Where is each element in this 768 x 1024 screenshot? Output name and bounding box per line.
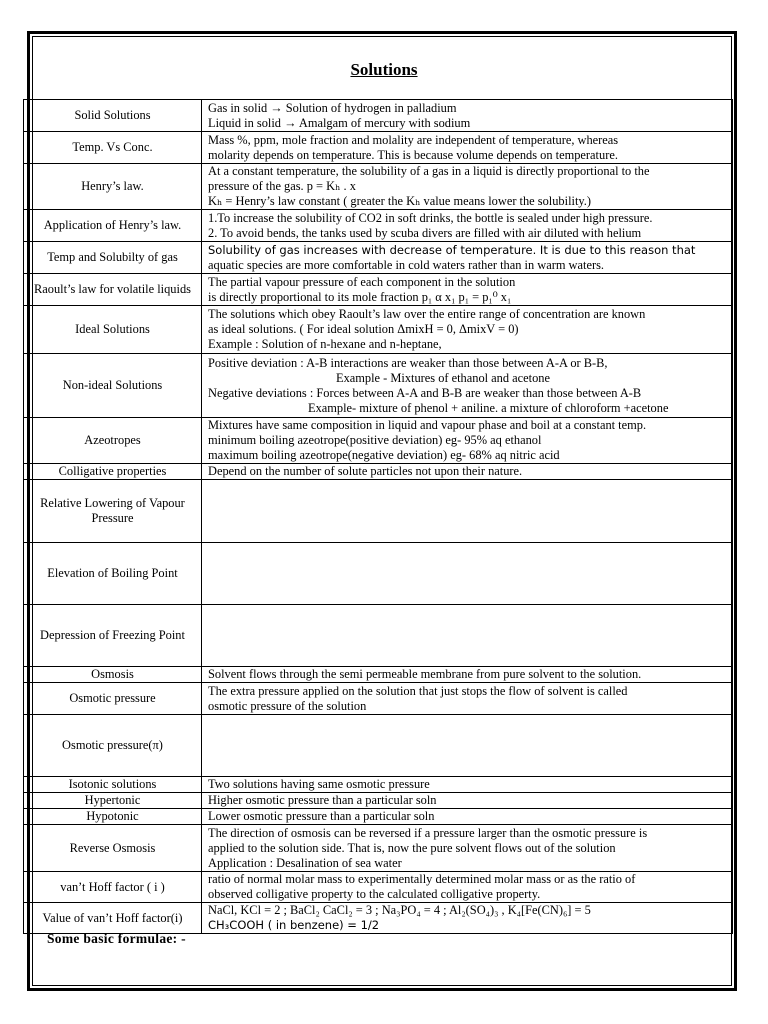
description-line: Two solutions having same osmotic pressure	[208, 777, 430, 791]
table-row	[24, 715, 733, 777]
row-label: van’t Hoff factor ( i )	[24, 872, 202, 903]
description-line: is directly proportional to its mole fraction p₁ α x₁ p₁ = p₁⁰ x₁	[208, 289, 512, 304]
row-description	[202, 354, 733, 418]
row-description	[202, 100, 733, 132]
row-description	[202, 777, 733, 793]
table-row	[24, 480, 733, 543]
row-label: Non-ideal Solutions	[24, 354, 202, 418]
description-line: Example - Mixtures of ethanol and acetone	[336, 370, 551, 385]
row-label: Raoult’s law for volatile liquids	[24, 274, 202, 306]
description-line: Solubility of gas increases with decrease of temperature. It is due to this reason that	[208, 242, 696, 257]
table-row	[24, 354, 733, 418]
row-label: Hypotonic	[24, 809, 202, 825]
row-description	[202, 306, 733, 354]
row-label: Temp. Vs Conc.	[24, 132, 202, 164]
description-line: 1.To increase the solubility of CO2 in soft drinks, the bottle is sealed under high pressure.	[208, 210, 653, 225]
table-row	[24, 777, 733, 793]
description-line: Example : Solution of n-hexane and n-heptane,	[208, 337, 442, 351]
row-description	[202, 667, 733, 683]
row-label: Value of van’t Hoff factor(i)	[24, 903, 202, 934]
row-label: Depression of Freezing Point	[24, 605, 202, 667]
row-label: Elevation of Boiling Point	[24, 543, 202, 605]
description-line: The extra pressure applied on the solution that just stops the flow of solvent is called	[208, 683, 628, 698]
description-line: Gas in solid → Solution of hydrogen in palladium	[208, 100, 457, 115]
row-label: Osmotic pressure(π)	[24, 715, 202, 777]
row-description	[202, 132, 733, 164]
row-description	[202, 274, 733, 306]
description-line: Application : Desalination of sea water	[208, 855, 402, 870]
row-label: Isotonic solutions	[24, 777, 202, 793]
row-description	[202, 242, 733, 274]
description-line: Positive deviation : A-B interactions are weaker than those between A-A or B-B,	[208, 355, 608, 370]
row-description	[202, 825, 733, 872]
description-line: Example- mixture of phenol + aniline. a mixture of chloroform +acetone	[308, 400, 669, 415]
table-row	[24, 872, 733, 903]
table-row	[24, 809, 733, 825]
row-label: Hypertonic	[24, 793, 202, 809]
table-row	[24, 543, 733, 605]
row-description	[202, 809, 733, 825]
description-line: At a constant temperature, the solubility of a gas in a liquid is directly proportional to the	[208, 164, 650, 178]
table-row	[24, 418, 733, 464]
description-line: CH₃COOH ( in benzene) = 1/2	[208, 918, 380, 932]
table-row	[24, 210, 733, 242]
row-label: Henry’s law.	[24, 164, 202, 210]
table-row	[24, 464, 733, 480]
row-description	[202, 872, 733, 903]
description-line: Kₕ = Henry’s law constant ( greater the Kₕ value means lower the solubility.)	[208, 194, 592, 208]
description-line: Lower osmotic pressure than a particular soln	[208, 809, 435, 823]
row-description	[202, 543, 733, 605]
description-line: Solvent flows through the semi permeable membrane from pure solvent to the solution.	[208, 667, 642, 681]
description-line: Mixtures have same composition in liquid and vapour phase and boil at a constant temp.	[208, 418, 647, 432]
description-line: Mass %, ppm, mole fraction and molality are independent of temperature, whereas	[208, 132, 619, 147]
table-row	[24, 683, 733, 715]
row-label: Osmosis	[24, 667, 202, 683]
table-row	[24, 667, 733, 683]
description-line: The direction of osmosis can be reversed if a pressure larger than the osmotic pressure is	[208, 825, 648, 840]
description-line: aquatic species are more comfortable in cold waters rather than in warm waters.	[208, 257, 604, 272]
description-line: applied to the solution side. That is, now the pure solvent flows out of the solution	[208, 840, 616, 855]
description-line: Liquid in solid → Amalgam of mercury with sodium	[208, 115, 471, 130]
row-label: Solid Solutions	[24, 100, 202, 132]
row-description	[202, 683, 733, 715]
row-label: Osmotic pressure	[24, 683, 202, 715]
row-description	[202, 464, 733, 480]
description-line: The partial vapour pressure of each component in the solution	[208, 274, 516, 289]
row-description	[202, 793, 733, 809]
row-label: Application of Henry’s law.	[24, 210, 202, 242]
description-line: osmotic pressure of the solution	[208, 698, 367, 713]
description-line: minimum boiling azeotrope(positive deviation) eg- 95% aq ethanol	[208, 433, 542, 447]
row-description	[202, 210, 733, 242]
description-line: observed colligative property to the calculated colligative property.	[208, 887, 541, 901]
table-row	[24, 132, 733, 164]
table-row	[24, 242, 733, 274]
description-line: as ideal solutions. ( For ideal solution ΔmixH = 0, ΔmixV = 0)	[208, 322, 519, 336]
row-description	[202, 605, 733, 667]
row-description	[202, 715, 733, 777]
row-label: Azeotropes	[24, 418, 202, 464]
row-label: Temp and Solubilty of gas	[24, 242, 202, 274]
table-row	[24, 164, 733, 210]
row-description	[202, 903, 733, 934]
description-line: maximum boiling azeotrope(negative deviation) eg- 68% aq nitric acid	[208, 448, 560, 462]
table-row	[24, 100, 733, 132]
summary-table	[23, 99, 733, 934]
row-description	[202, 480, 733, 543]
section-heading-formulae: Some basic formulae: -	[47, 931, 186, 946]
description-line: Depend on the number of solute particles not upon their nature.	[208, 464, 523, 478]
description-line: The solutions which obey Raoult’s law over the entire range of concentration are known	[208, 307, 646, 321]
row-description	[202, 164, 733, 210]
table-row	[24, 306, 733, 354]
table-row	[24, 274, 733, 306]
row-description	[202, 418, 733, 464]
table-row	[24, 793, 733, 809]
row-label: Relative Lowering of Vapour Pressure	[24, 480, 202, 543]
description-line: Higher osmotic pressure than a particular soln	[208, 793, 437, 807]
description-line: molarity depends on temperature. This is because volume depends on temperature.	[208, 147, 618, 162]
table-row	[24, 605, 733, 667]
description-line: ratio of normal molar mass to experimentally determined molar mass or as the ratio of	[208, 872, 636, 886]
row-label: Reverse Osmosis	[24, 825, 202, 872]
row-label: Ideal Solutions	[24, 306, 202, 354]
row-label: Colligative properties	[24, 464, 202, 480]
table-row	[24, 825, 733, 872]
description-line: pressure of the gas. p = Kₕ . x	[208, 179, 356, 193]
description-line: NaCl, KCl = 2 ; BaCl₂ CaCl₂ = 3 ; Na₃PO₄ = 4 ; Al₂(SO₄)₃ , K₄[Fe(CN)₆] = 5	[208, 903, 591, 917]
table-row	[24, 903, 733, 934]
page-title: Solutions	[350, 60, 418, 79]
description-line: 2. To avoid bends, the tanks used by scuba divers are filled with air diluted with helium	[208, 225, 642, 240]
description-line: Negative deviations : Forces between A-A and B-B are weaker than those between A-B	[208, 385, 642, 400]
